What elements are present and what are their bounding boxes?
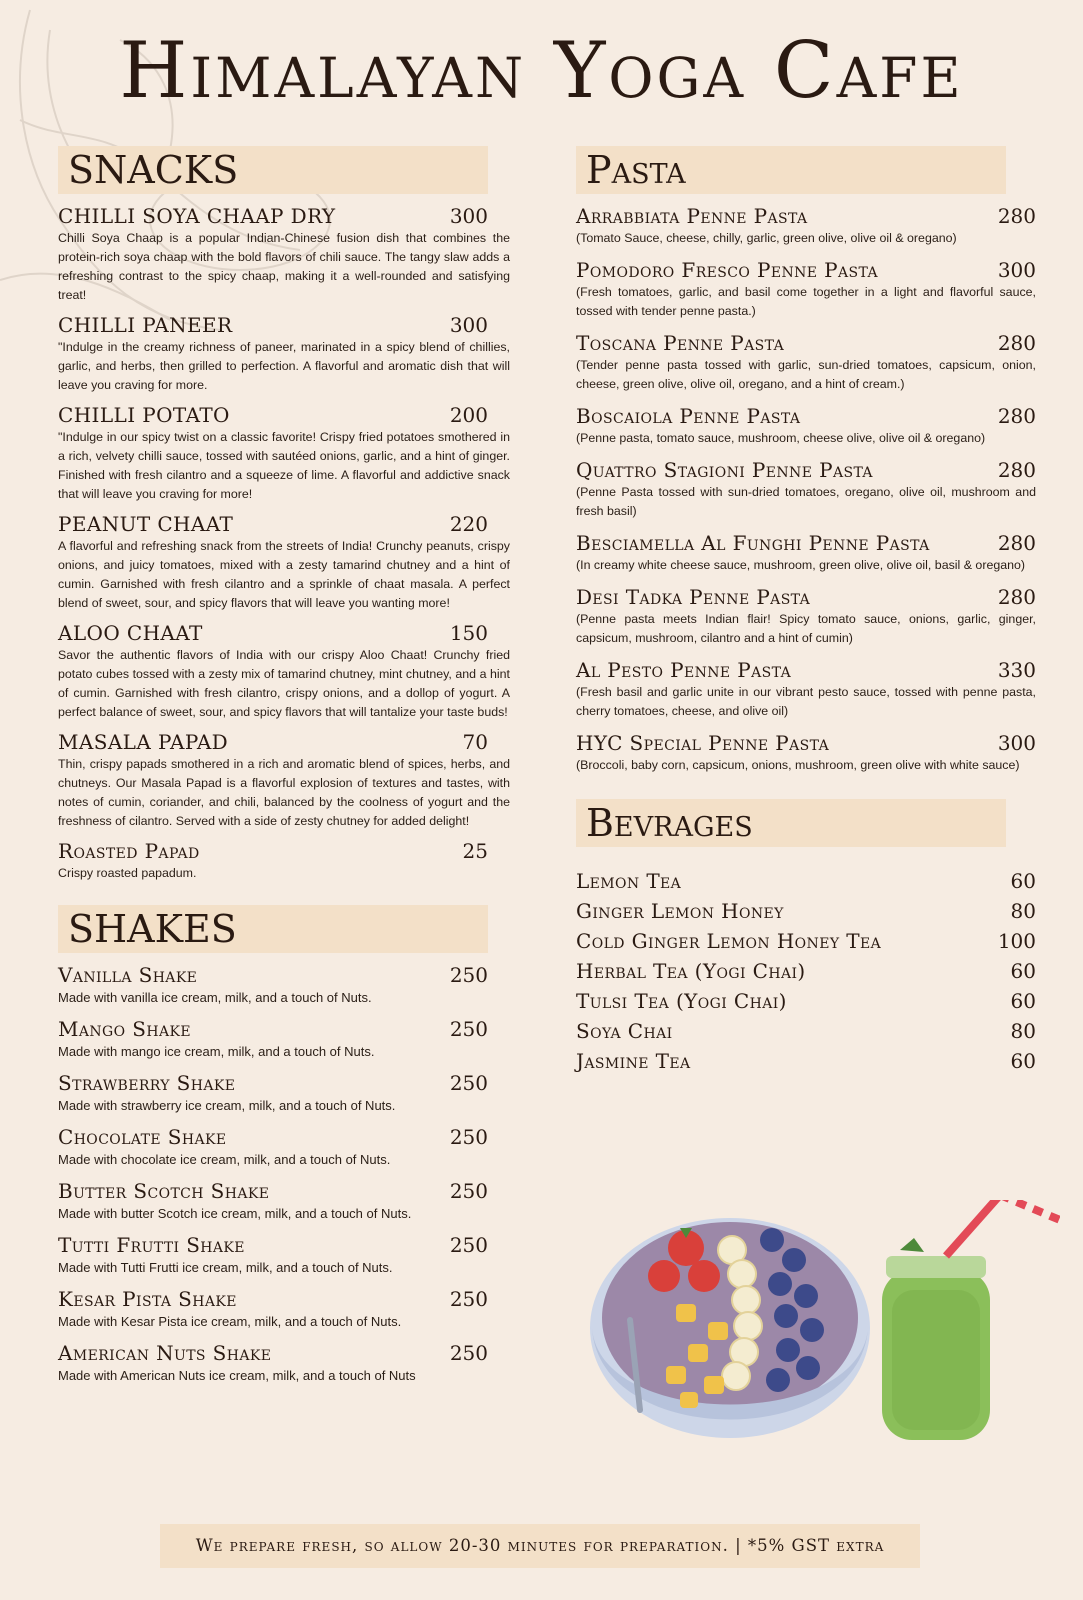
shakes-item <box>58 1341 510 1385</box>
shakes-item-row <box>58 1125 510 1149</box>
item-name: Al Pesto Penne Pasta <box>576 658 792 682</box>
shakes-item-row <box>58 1233 510 1257</box>
item-description: Made with chocolate ice cream, milk, and a touch of Nuts. <box>58 1152 391 1167</box>
snacks-item <box>58 313 510 395</box>
pasta-item <box>576 531 1036 575</box>
item-name: Pomodoro Fresco Penne Pasta <box>576 258 878 282</box>
beverage-item <box>576 959 1036 989</box>
item-price: 300 <box>449 313 488 337</box>
item-description: (Broccoli, baby corn, capsicum, onions, mushroom, green olive with white sauce) <box>576 758 1020 772</box>
item-name: Herbal Tea (Yogi Chai) <box>576 959 806 983</box>
item-price: 280 <box>997 404 1036 428</box>
item-description: (Penne Pasta tossed with sun-dried tomatoes, oregano, olive oil, mushroom and fresh basil) <box>576 485 1036 518</box>
item-description: (Tender penne pasta tossed with garlic, sun-dried tomatoes, capsicum, onion, cheese, green olive, olive oil, oregano, and a hint of cream.) <box>576 358 1036 391</box>
item-name: Kesar Pista Shake <box>58 1287 237 1311</box>
pasta-item <box>576 658 1036 721</box>
item-name: CHILLI POTATO <box>58 403 230 427</box>
beverage-item <box>576 929 1036 959</box>
item-price: 60 <box>1010 989 1036 1013</box>
shakes-heading: SHAKES <box>58 905 488 953</box>
pasta-item-row <box>576 204 1036 228</box>
item-name: HYC Special Penne Pasta <box>576 731 830 755</box>
snacks-section <box>58 146 510 883</box>
item-price: 250 <box>449 963 488 987</box>
item-price: 300 <box>997 731 1036 755</box>
shakes-item-row <box>58 1287 510 1311</box>
item-name: Besciamella Al Funghi Penne Pasta <box>576 531 930 555</box>
item-price: 250 <box>449 1125 488 1149</box>
left-column <box>58 146 510 1395</box>
item-name: Ginger Lemon Honey <box>576 899 784 923</box>
item-description: (Fresh tomatoes, garlic, and basil come together in a light and flavorful sauce, tossed with tender penne pasta.) <box>576 285 1036 318</box>
snacks-item-row <box>58 839 510 863</box>
pasta-item-row <box>576 731 1036 755</box>
item-price: 280 <box>997 458 1036 482</box>
item-price: 80 <box>1010 1019 1036 1043</box>
pasta-list <box>576 204 1036 775</box>
shakes-item-row <box>58 1179 510 1203</box>
snacks-item-row <box>58 313 510 337</box>
shakes-list <box>58 963 510 1385</box>
item-price: 280 <box>997 204 1036 228</box>
shakes-item <box>58 1179 510 1223</box>
pasta-item-row <box>576 658 1036 682</box>
shakes-item <box>58 1125 510 1169</box>
item-price: 250 <box>449 1071 488 1095</box>
item-name: Tutti Frutti Shake <box>58 1233 245 1257</box>
pasta-item <box>576 204 1036 248</box>
shakes-item-row <box>58 1017 510 1041</box>
pasta-item-row <box>576 531 1036 555</box>
item-description: Crispy roasted papadum. <box>58 866 197 880</box>
page-title: Himalayan Yoga Cafe <box>119 26 964 116</box>
pasta-item <box>576 404 1036 448</box>
beverage-item <box>576 989 1036 1019</box>
item-price: 280 <box>997 585 1036 609</box>
item-description: (Penne pasta, tomato sauce, mushroom, cheese olive, olive oil & oregano) <box>576 431 986 445</box>
item-description: Thin, crispy papads smothered in a rich and aromatic blend of spices, herbs, and chutneys. Our Masala Papad is a flavorful explosion of textures and tastes, with notes of cumin, coriander, and chili, balanced by the coolness of yogurt and the freshness of cilantro. Served with a side of zesty chutney for added delight! <box>58 757 510 828</box>
item-name: MASALA PAPAD <box>58 730 229 754</box>
beverages-section <box>576 799 1036 1079</box>
pasta-item <box>576 585 1036 648</box>
item-price: 70 <box>462 730 488 754</box>
snacks-item-row <box>58 204 510 228</box>
item-description: Made with vanilla ice cream, milk, and a touch of Nuts. <box>58 990 372 1005</box>
beverage-item <box>576 899 1036 929</box>
item-description: Made with mango ice cream, milk, and a touch of Nuts. <box>58 1044 375 1059</box>
item-name: Mango Shake <box>58 1017 191 1041</box>
snacks-item-row <box>58 621 510 645</box>
item-price: 60 <box>1010 1049 1036 1073</box>
item-name: ALOO CHAAT <box>58 621 203 645</box>
pasta-item-row <box>576 404 1036 428</box>
item-description: "Indulge in the creamy richness of paneer, marinated in a spicy blend of chillies, garlic, and herbs, then grilled to perfection. A flavorful and aromatic dish that will leave you craving for more. <box>58 340 510 392</box>
pasta-item-row <box>576 585 1036 609</box>
item-name: PEANUT CHAAT <box>58 512 234 536</box>
beverages-list <box>576 869 1036 1079</box>
item-name: Chocolate Shake <box>58 1125 227 1149</box>
shakes-item <box>58 1071 510 1115</box>
item-price: 250 <box>449 1017 488 1041</box>
item-name: Strawberry Shake <box>58 1071 236 1095</box>
shakes-item <box>58 1287 510 1331</box>
item-description: Made with American Nuts ice cream, milk, and a touch of Nuts <box>58 1368 416 1383</box>
item-price: 60 <box>1010 959 1036 983</box>
pasta-item-row <box>576 258 1036 282</box>
item-name: Soya Chai <box>576 1019 673 1043</box>
snacks-item-row <box>58 730 510 754</box>
preparation-notice: We prepare fresh, so allow 20-30 minutes for preparation. | *5% GST extra <box>160 1524 920 1568</box>
item-name: CHILLI SOYA CHAAP DRY <box>58 204 336 228</box>
pasta-item <box>576 331 1036 394</box>
pasta-item <box>576 458 1036 521</box>
right-column <box>576 146 1036 1079</box>
item-price: 250 <box>449 1287 488 1311</box>
snacks-item <box>58 621 510 722</box>
item-description: Made with Kesar Pista ice cream, milk, and a touch of Nuts. <box>58 1314 402 1329</box>
item-price: 200 <box>449 403 488 427</box>
shakes-item-row <box>58 1341 510 1365</box>
snacks-item-row <box>58 403 510 427</box>
item-price: 280 <box>997 331 1036 355</box>
item-name: Cold Ginger Lemon Honey Tea <box>576 929 882 953</box>
item-description: (Fresh basil and garlic unite in our vibrant pesto sauce, tossed with penne pasta, cherry tomatoes, cheese, and olive oil) <box>576 685 1036 718</box>
item-name: Lemon Tea <box>576 869 682 893</box>
beverages-heading: Bevrages <box>576 799 1006 847</box>
item-price: 280 <box>997 531 1036 555</box>
item-description: Made with strawberry ice cream, milk, and a touch of Nuts. <box>58 1098 396 1113</box>
shakes-item <box>58 963 510 1007</box>
item-description: (Tomato Sauce, cheese, chilly, garlic, green olive, olive oil & oregano) <box>576 231 957 245</box>
pasta-section <box>576 146 1036 775</box>
item-description: Chilli Soya Chaap is a popular Indian-Chinese fusion dish that combines the protein-rich soya chaap with the bold flavors of chili sauce. The tangy slaw adds a refreshing contrast to the spicy chaap, making it a well-rounded and satisfying treat! <box>58 231 510 302</box>
snacks-heading: SNACKS <box>58 146 488 194</box>
item-name: Tulsi Tea (Yogi Chai) <box>576 989 787 1013</box>
shakes-item-row <box>58 1071 510 1095</box>
shakes-item-row <box>58 963 510 987</box>
item-name: Arrabbiata Penne Pasta <box>576 204 808 228</box>
item-price: 220 <box>449 512 488 536</box>
shakes-section <box>58 905 510 1385</box>
item-name: Butter Scotch Shake <box>58 1179 270 1203</box>
beverage-item <box>576 1049 1036 1079</box>
item-price: 300 <box>997 258 1036 282</box>
snacks-item <box>58 730 510 831</box>
item-name: Toscana Penne Pasta <box>576 331 785 355</box>
pasta-item <box>576 731 1036 775</box>
snacks-item-row <box>58 512 510 536</box>
item-name: Boscaiola Penne Pasta <box>576 404 801 428</box>
item-name: Jasmine Tea <box>576 1049 691 1073</box>
snacks-item <box>58 839 510 883</box>
item-name: Roasted Papad <box>58 839 200 863</box>
item-price: 150 <box>449 621 488 645</box>
smoothie-bowl-illustration <box>580 1200 1060 1490</box>
item-description: (In creamy white cheese sauce, mushroom, green olive, olive oil, basil & oregano) <box>576 558 1026 572</box>
item-price: 250 <box>449 1341 488 1365</box>
item-description: Savor the authentic flavors of India with our crispy Aloo Chaat! Crunchy fried potato cubes tossed with a zesty mix of tamarind chutney, mint chutney, and a hint of cumin. Garnished with fresh cilantro, crispy onions, and a dollop of yogurt. A perfect balance of sweet, sour, and spicy flavors that will tantalize your taste buds! <box>58 648 510 719</box>
item-name: American Nuts Shake <box>58 1341 272 1365</box>
item-price: 330 <box>997 658 1036 682</box>
item-name: Desi Tadka Penne Pasta <box>576 585 811 609</box>
item-price: 100 <box>997 929 1036 953</box>
item-description: "Indulge in our spicy twist on a classic favorite! Crispy fried potatoes smothered in a rich, velvety chilli sauce, tossed with sautéed onions, garlic, and a hint of ginger. Finished with fresh cilantro and a squeeze of lime. A flavorful and addictive snack that will leave you craving for more! <box>58 430 510 501</box>
item-description: A flavorful and refreshing snack from the streets of India! Crunchy peanuts, crispy onions, and juicy tomatoes, mixed with a zesty tamarind chutney and a hint of cumin. Garnished with fresh cilantro and a sprinkle of chaat masala. A perfect blend of sweet, sour, and spicy flavors that will leave you wanting more! <box>58 539 510 610</box>
snacks-item <box>58 204 510 305</box>
pasta-item-row <box>576 331 1036 355</box>
pasta-item-row <box>576 458 1036 482</box>
snacks-item <box>58 512 510 613</box>
beverage-item <box>576 1019 1036 1049</box>
item-price: 60 <box>1010 869 1036 893</box>
green-smoothie-jar-illustration <box>882 1200 1060 1440</box>
item-name: Quattro Stagioni Penne Pasta <box>576 458 873 482</box>
item-price: 80 <box>1010 899 1036 923</box>
item-name: Vanilla Shake <box>58 963 198 987</box>
beverage-item <box>576 869 1036 899</box>
item-description: Made with Tutti Frutti ice cream, milk, and a touch of Nuts. <box>58 1260 393 1275</box>
snacks-item <box>58 403 510 504</box>
shakes-item <box>58 1233 510 1277</box>
item-name: CHILLI PANEER <box>58 313 233 337</box>
item-description: (Penne pasta meets Indian flair! Spicy tomato sauce, onions, garlic, ginger, capsicum, mushroom, cilantro and a hint of cumin) <box>576 612 1036 645</box>
shakes-item <box>58 1017 510 1061</box>
snacks-list <box>58 204 510 883</box>
item-price: 250 <box>449 1233 488 1257</box>
item-price: 25 <box>462 839 488 863</box>
item-price: 250 <box>449 1179 488 1203</box>
item-price: 300 <box>449 204 488 228</box>
pasta-item <box>576 258 1036 321</box>
pasta-heading: Pasta <box>576 146 1006 194</box>
item-description: Made with butter Scotch ice cream, milk, and a touch of Nuts. <box>58 1206 412 1221</box>
